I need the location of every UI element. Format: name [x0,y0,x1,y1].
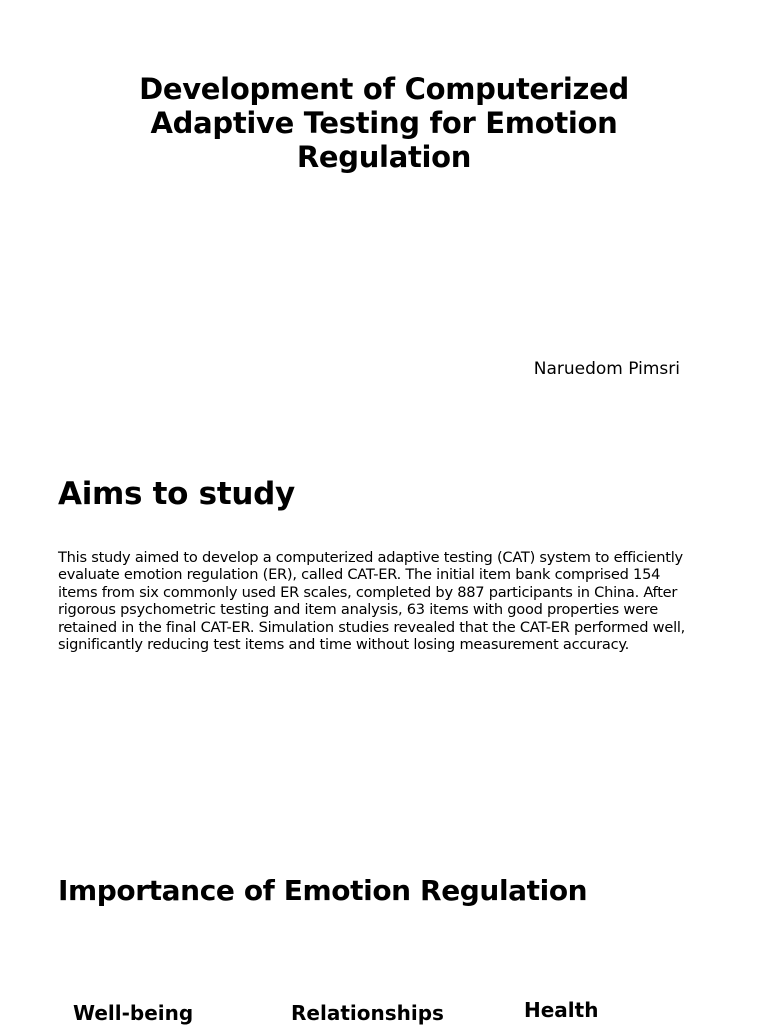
card-title-well-being: Well-being [73,1001,194,1025]
card-title-health: Health [524,998,599,1022]
aims-heading: Aims to study [58,476,295,512]
author-name: Naruedom Pimsri [533,359,680,379]
importance-heading: Importance of Emotion Regulation [58,874,588,907]
card-title-relationships: Relationships [291,1001,444,1025]
document-title: Development of Computerized Adaptive Testing for Emotion Regulation [139,72,629,174]
aims-paragraph: This study aimed to develop a computerized adaptive testing (CAT) system to efficiently evaluate emotion regulation (ER), called CAT-ER. The initial item bank comprised 154 items from six commonly used ER scales, completed by 887 participants in China. After rigorous psychometric testing and item analysis, 63 items with good properties were retained in the final CAT-ER. Simulation studies revealed that the CAT-ER performed well, significantly reducing test items and time without losing measurement accuracy. [58,549,686,654]
